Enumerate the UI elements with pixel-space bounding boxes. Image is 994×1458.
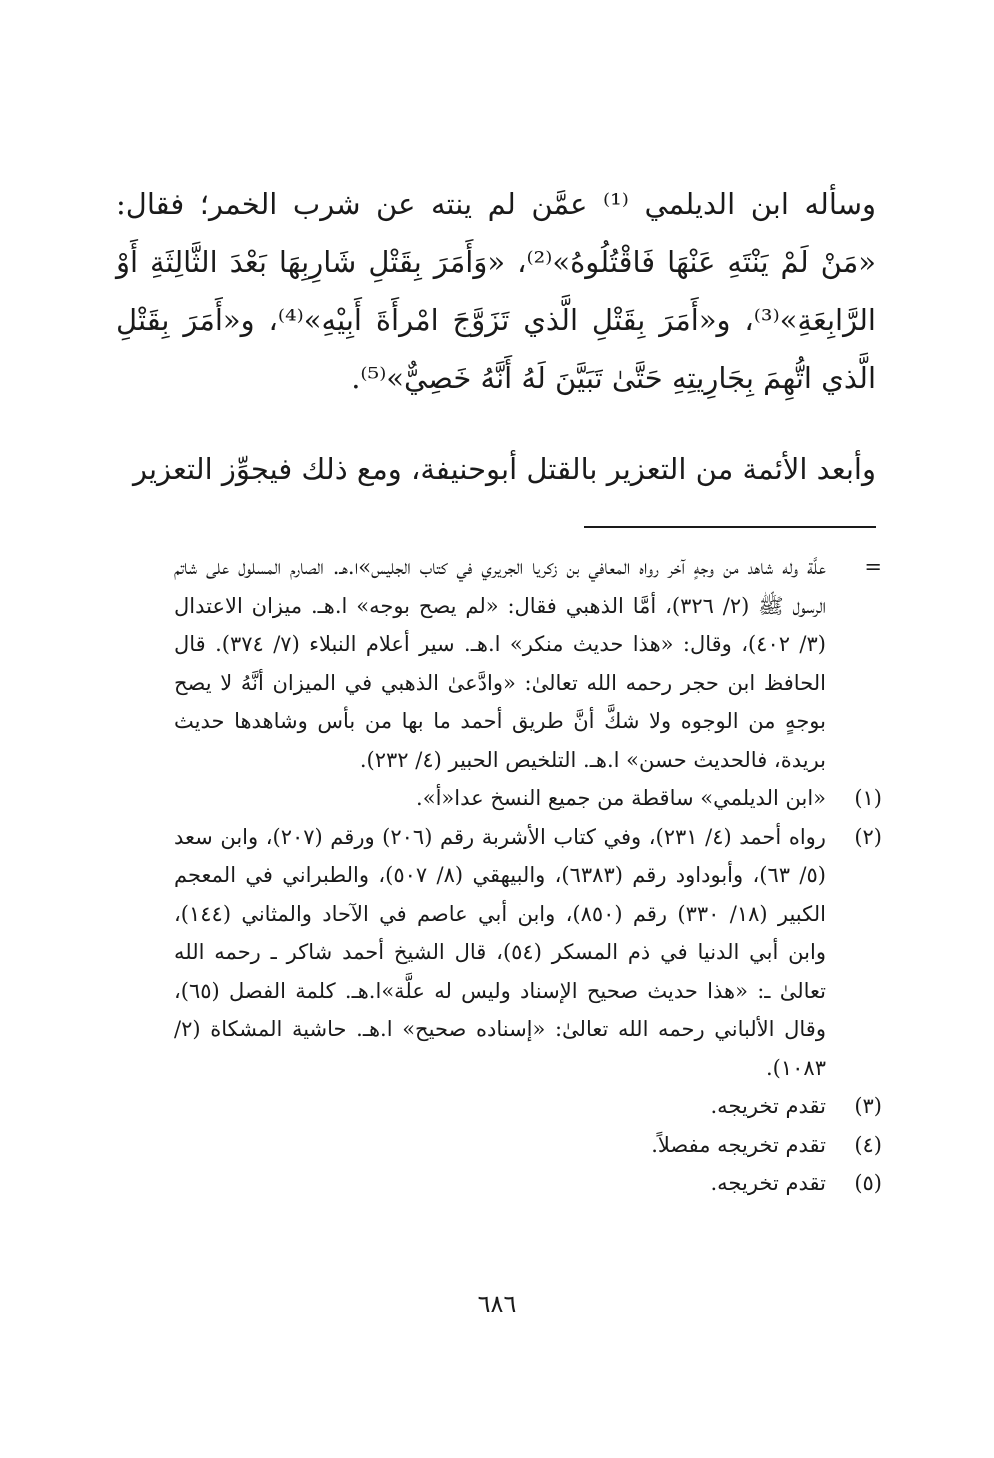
page-number: ٦٨٦	[477, 1290, 517, 1318]
main-paragraph	[116, 175, 876, 407]
footnote-1	[110, 779, 882, 818]
footnote-text: رواه أحمد (٤/ ٢٣١)، وفي كتاب الأشربة رقم (٢٠٦) ورقم (٢٠٧)، وابن سعد (٥/ ٦٣)، وأبوداود رقم (٦٣٨٣)، والبيهقي (٨/ ٥٠٧)، والطبراني في المعجم الكبير (١٨/ ٣٣٠) رقم (٨٥٠)، وابن أبي عاصم في الآحاد والمثاني (١٤٤)، وابن أبي الدنيا في ذم المسكر (٥٤)، قال الشيخ أحمد شاكر ـ رحمه الله تعالىٰ ـ: «هذا حديث صحيح الإسناد وليس له علَّة»ا.هـ. كلمة الفصل (٦٥)، وقال الألباني رحمه الله تعالىٰ: «إسناده صحيح» ا.هـ. حاشية المشكاة (٢/ ١٠٨٣).	[174, 824, 826, 1080]
footnote-continued	[110, 548, 882, 779]
second-paragraph-text: وأبعد الأئمة من التعزير بالقتل أبوحنيفة، ومع ذلك فيجوِّز التعزير	[132, 452, 876, 486]
second-paragraph	[116, 440, 876, 498]
footnote-text: تقدم تخريجه مفصلاً.	[651, 1132, 826, 1157]
footnote-5	[110, 1164, 882, 1203]
footnote-text: تقدم تخريجه.	[710, 1171, 826, 1195]
footnotes-section	[110, 548, 882, 1203]
footnote-text: علَّة وله شاهد من وجهٍ آخر رواه المعافي بن زكريا الجريري في كتاب الجليس»ا.هـ. الصارم المسلول على شاتم الرسول ﷺ (٢/ ٣٢٦)، أمَّا الذهبي فقال: «لم يصح بوجه» ا.هـ. ميزان الاعتدال (٣/ ٤٠٢)، وقال: «هذا حديث منكر» ا.هـ. سير أعلام النبلاء (٧/ ٣٧٤). قال الحافظ ابن حجر رحمه الله تعالىٰ: «وادَّعىٰ الذهبي في الميزان أنَّهُ لا يصح بوجهٍ من الوجوه ولا شكَّ أنَّ طريق أحمد ما بها من بأس وشاهدها حديث بريدة، فالحديث حسن» ا.هـ. التلخيص الحبير (٤/ ٢٣٢).	[174, 555, 826, 772]
footnote-marker: (١)	[854, 786, 882, 810]
footnote-marker: (٢)	[854, 824, 882, 849]
footnote-marker: (٤)	[854, 1132, 882, 1157]
footnote-divider	[584, 526, 876, 528]
footnote-2	[110, 818, 882, 1088]
footnote-marker: (٣)	[854, 1094, 882, 1118]
footnote-marker: (٥)	[854, 1171, 882, 1195]
footnote-4	[110, 1126, 882, 1165]
footnote-marker: =	[864, 555, 882, 579]
footnote-text: «ابن الديلمي» ساقطة من جميع النسخ عدا«أ».	[416, 786, 826, 810]
footnote-text: تقدم تخريجه.	[710, 1094, 826, 1118]
main-paragraph-text: وسأله ابن الديلمي ⁽¹⁾ عمَّن لم ينته عن شرب الخمر؛ فقال: «مَنْ لَمْ يَنْتَهِ عَنْهَا فَاقْتُلُوهُ»⁽²⁾، «وَأَمَرَ بِقَتْلِ شَارِبِهَا بَعْدَ الثَّالِثَةِ أَوْ الرَّابِعَةِ»⁽³⁾، و«أَمَرَ بِقَتْلِ الَّذي تَزَوَّجَ امْرأَةَ أَبِيْهِ»⁽⁴⁾، و«أَمَرَ بِقَتْلِ الَّذي اتُّهِمَ بِجَارِيتِهِ حَتَّىٰ تَبَيَّنَ لَهُ أَنَّهُ خَصِيٌّ»⁽⁵⁾.	[116, 187, 876, 395]
footnote-3	[110, 1087, 882, 1126]
